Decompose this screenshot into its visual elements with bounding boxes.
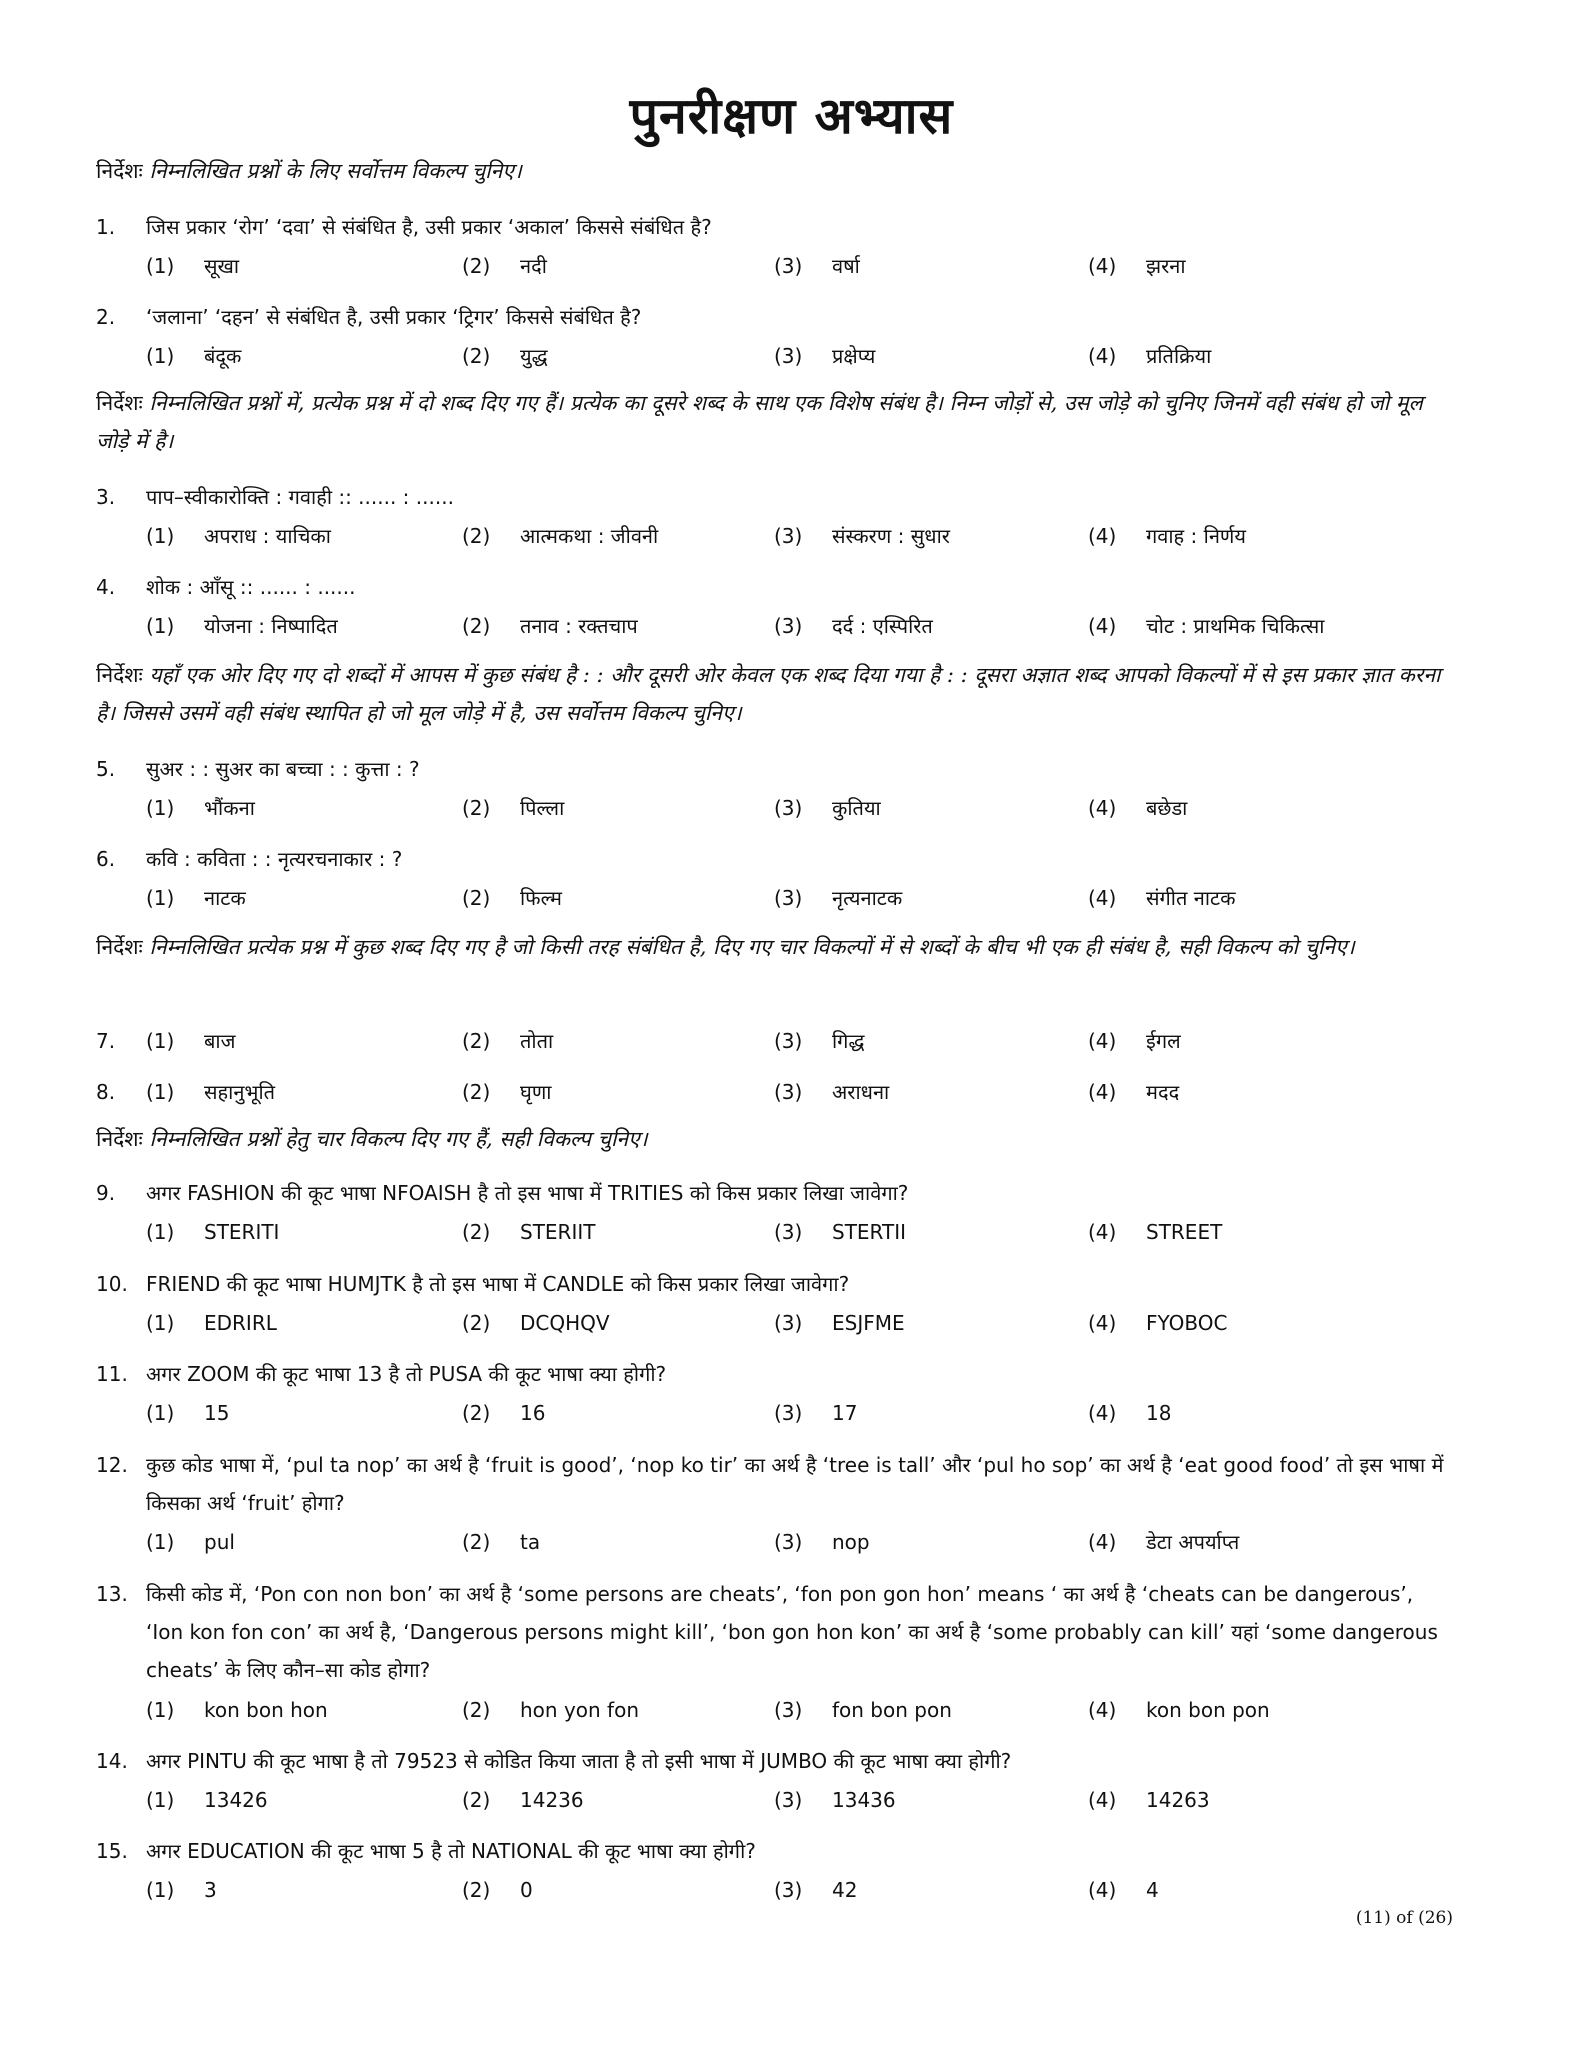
question-1-options <box>0 248 1583 284</box>
option-text: बंदूक <box>204 344 242 368</box>
question-5-options <box>0 790 1583 826</box>
option-number: (2) <box>462 1878 491 1902</box>
option-number: (4) <box>1088 1080 1117 1104</box>
option-number: (4) <box>1088 524 1117 548</box>
option-number: (3) <box>774 796 803 820</box>
option-text: ईगल <box>1146 1029 1181 1053</box>
option-text: 3 <box>204 1878 217 1902</box>
direction-lead: निर्देशः <box>96 1127 143 1151</box>
option-text: सूखा <box>204 254 240 278</box>
option-text: नाटक <box>204 886 246 910</box>
question-number: 15. <box>96 1839 128 1863</box>
option-3 <box>774 1305 905 1341</box>
option-number: (4) <box>1088 796 1117 820</box>
question-text: जिस प्रकार ‘रोग’ ‘दवा’ से संबंधित है, उसी प्रकार ‘अकाल’ किससे संबंधित है? <box>146 215 712 239</box>
option-4 <box>1088 518 1246 554</box>
option-3 <box>774 1395 857 1431</box>
option-number: (1) <box>146 886 175 910</box>
option-number: (2) <box>462 524 491 548</box>
option-number: (4) <box>1088 344 1117 368</box>
option-text: बाज <box>204 1029 236 1053</box>
direction-text: निम्नलिखित प्रत्येक प्रश्न में कुछ शब्द दिए गए है जो किसी तरह संबंधित है, दिए गए चार विकल्पों में से शब्दों के बीच भी एक ही संबंध है, सही विकल्प को चुनिए। <box>149 935 1355 959</box>
option-number: (3) <box>774 886 803 910</box>
option-number: (2) <box>462 796 491 820</box>
option-text: STERITI <box>204 1220 280 1244</box>
option-number: (2) <box>462 1698 491 1722</box>
option-text: 14236 <box>520 1788 584 1812</box>
option-number: (2) <box>462 1220 491 1244</box>
option-3 <box>774 1782 896 1818</box>
direction-text: निम्नलिखित प्रश्नों में, प्रत्येक प्रश्न में दो शब्द दिए गए हैं। प्रत्येक का दूसरे शब्द के साथ एक विशेष संबंध है। निम्न जोड़ों से, उस जोड़े को चुनिए जिनमें वही संबंध हो जो मूल जोड़े में है। <box>96 391 1423 453</box>
option-3 <box>774 790 881 826</box>
option-number: (2) <box>462 344 491 368</box>
question-4-options <box>0 608 1583 644</box>
option-text: FYOBOC <box>1146 1311 1228 1335</box>
option-3 <box>774 518 950 554</box>
option-text: प्रक्षेप्य <box>832 344 876 368</box>
option-number: (2) <box>462 1788 491 1812</box>
question-2-options <box>0 338 1583 374</box>
option-number: (1) <box>146 1311 175 1335</box>
option-number: (3) <box>774 1878 803 1902</box>
question-8-options <box>0 1074 1583 1110</box>
option-number: (4) <box>1088 1698 1117 1722</box>
option-number: (3) <box>774 1080 803 1104</box>
option-text: तनाव : रक्तचाप <box>520 614 638 638</box>
option-text: फिल्म <box>520 886 562 910</box>
option-text: कुतिया <box>832 796 881 820</box>
option-number: (2) <box>462 1029 491 1053</box>
option-number: (3) <box>774 1788 803 1812</box>
option-text: वर्षा <box>832 254 860 278</box>
option-number: (3) <box>774 524 803 548</box>
option-3 <box>774 1692 952 1728</box>
option-text: 13426 <box>204 1788 268 1812</box>
question-text: शोक : आँसू :: ...... : ...... <box>146 575 356 599</box>
option-text: अपराध : याचिका <box>204 524 331 548</box>
question-number: 13. <box>96 1582 128 1606</box>
option-text: kon bon pon <box>1146 1698 1270 1722</box>
option-text: EDRIRL <box>204 1311 277 1335</box>
question-number: 5. <box>96 757 116 781</box>
option-number: (4) <box>1088 254 1117 278</box>
question-text: अगर EDUCATION की कूट भाषा 5 है तो NATIONAL की कूट भाषा क्या होगी? <box>146 1839 756 1863</box>
option-number: (3) <box>774 1311 803 1335</box>
option-text: STERTII <box>832 1220 907 1244</box>
option-text: बछेडा <box>1146 796 1188 820</box>
option-number: (2) <box>462 1401 491 1425</box>
option-text: pul <box>204 1530 235 1554</box>
option-4 <box>1088 608 1324 644</box>
option-4 <box>1088 1023 1181 1059</box>
question-10-options <box>0 1305 1583 1341</box>
question-number: 1. <box>96 215 116 239</box>
option-text: चोट : प्राथमिक चिकित्सा <box>1146 614 1325 638</box>
option-number: (4) <box>1088 886 1117 910</box>
direction-text: निम्नलिखित प्रश्नों के लिए सर्वोत्तम विकल्प चुनिए। <box>149 159 522 183</box>
option-2 <box>462 1023 553 1059</box>
question-6-options <box>0 880 1583 916</box>
option-number: (3) <box>774 1029 803 1053</box>
option-number: (3) <box>774 614 803 638</box>
option-text: 18 <box>1146 1401 1172 1425</box>
option-number: (1) <box>146 344 175 368</box>
option-text: nop <box>832 1530 870 1554</box>
option-1 <box>146 1524 235 1560</box>
option-2 <box>462 880 562 916</box>
option-text: भौंकना <box>204 796 255 820</box>
option-text: STREET <box>1146 1220 1223 1244</box>
option-text: डेटा अपर्याप्त <box>1146 1530 1240 1554</box>
option-text: पिल्ला <box>520 796 565 820</box>
option-4 <box>1088 1305 1227 1341</box>
option-1 <box>146 248 239 284</box>
option-text: 0 <box>520 1878 533 1902</box>
option-number: (4) <box>1088 1530 1117 1554</box>
option-2 <box>462 790 564 826</box>
direction-5 <box>96 1120 1456 1158</box>
option-4 <box>1088 1692 1270 1728</box>
direction-text: यहाँ एक ओर दिए गए दो शब्दों में आपस में कुछ संबंध है : : और दूसरी ओर केवल एक शब्द दिया गया है : : दूसरा अज्ञात शब्द आपको विकल्पों में से इस प्रकार ज्ञात करना है। जिससे उसमें वही संबंध स्थापित हो जो मूल जोड़े में है, उस सर्वोत्तम विकल्प चुनिए। <box>96 663 1441 725</box>
option-number: (1) <box>146 1401 175 1425</box>
option-2 <box>462 338 548 374</box>
option-number: (2) <box>462 886 491 910</box>
option-2 <box>462 518 658 554</box>
option-1 <box>146 790 255 826</box>
option-number: (3) <box>774 1698 803 1722</box>
direction-4 <box>96 928 1456 966</box>
question-text: कवि : कविता : : नृत्यरचनाकार : ? <box>146 847 403 871</box>
option-text: 42 <box>832 1878 858 1902</box>
option-2 <box>462 1872 533 1908</box>
option-2 <box>462 1395 545 1431</box>
question-12-options <box>0 1524 1583 1560</box>
question-number: 14. <box>96 1749 128 1773</box>
option-4 <box>1088 880 1235 916</box>
question-14-options <box>0 1782 1583 1818</box>
option-3 <box>774 1524 870 1560</box>
option-number: (3) <box>774 344 803 368</box>
option-text: संगीत नाटक <box>1146 886 1236 910</box>
option-number: (1) <box>146 796 175 820</box>
page-title: पुनरीक्षण अभ्यास <box>629 86 954 145</box>
question-text: अगर PINTU की कूट भाषा है तो 79523 से कोडित किया जाता है तो इसी भाषा में JUMBO की कूट भाषा क्या होगी? <box>146 1749 1012 1773</box>
option-text: गवाह : निर्णय <box>1146 524 1246 548</box>
option-3 <box>774 1214 906 1250</box>
option-text: 17 <box>832 1401 858 1425</box>
question-text: अगर FASHION की कूट भाषा NFOAISH है तो इस भाषा में TRITIES को किस प्रकार लिखा जावेगा? <box>146 1181 909 1205</box>
option-4 <box>1088 1395 1171 1431</box>
question-text: FRIEND की कूट भाषा HUMJTK है तो इस भाषा में CANDLE को किस प्रकार लिखा जावेगा? <box>146 1272 850 1296</box>
option-4 <box>1088 1782 1210 1818</box>
option-3 <box>774 1074 889 1110</box>
option-text: hon yon fon <box>520 1698 640 1722</box>
option-number: (2) <box>462 1530 491 1554</box>
option-3 <box>774 248 860 284</box>
option-3 <box>774 880 902 916</box>
option-3 <box>774 1023 864 1059</box>
option-3 <box>774 608 933 644</box>
option-number: (1) <box>146 1080 175 1104</box>
option-text: संस्करण : सुधार <box>832 524 950 548</box>
option-text: अराधना <box>832 1080 890 1104</box>
option-number: (4) <box>1088 1401 1117 1425</box>
option-text: STERIIT <box>520 1220 596 1244</box>
option-4 <box>1088 1524 1239 1560</box>
option-1 <box>146 338 241 374</box>
option-text: घृणा <box>520 1080 552 1104</box>
option-number: (4) <box>1088 1878 1117 1902</box>
question-7-options <box>0 1023 1583 1059</box>
option-2 <box>462 608 638 644</box>
option-text: ta <box>520 1530 541 1554</box>
option-number: (1) <box>146 1878 175 1902</box>
option-text: युद्ध <box>520 344 548 368</box>
option-1 <box>146 518 331 554</box>
option-number: (4) <box>1088 1029 1117 1053</box>
question-number: 8. <box>96 1080 116 1104</box>
option-4 <box>1088 1074 1179 1110</box>
question-9-options <box>0 1214 1583 1250</box>
question-number: 4. <box>96 575 116 599</box>
option-text: DCQHQV <box>520 1311 610 1335</box>
option-number: (3) <box>774 1401 803 1425</box>
option-text: नृत्यनाटक <box>832 886 903 910</box>
option-number: (1) <box>146 254 175 278</box>
option-number: (3) <box>774 254 803 278</box>
option-text: आत्मकथा : जीवनी <box>520 524 659 548</box>
direction-1 <box>96 152 1456 190</box>
option-1 <box>146 1023 235 1059</box>
option-number: (2) <box>462 1080 491 1104</box>
question-number: 7. <box>96 1029 116 1053</box>
option-3 <box>774 1872 857 1908</box>
option-1 <box>146 1872 217 1908</box>
option-text: योजना : निष्पादित <box>204 614 338 638</box>
option-4 <box>1088 248 1186 284</box>
option-1 <box>146 1692 328 1728</box>
direction-text: निम्नलिखित प्रश्नों हेतु चार विकल्प दिए गए हैं, सही विकल्प चुनिए। <box>149 1127 648 1151</box>
option-2 <box>462 1305 610 1341</box>
option-text: सहानुभूति <box>204 1080 276 1104</box>
option-text: kon bon hon <box>204 1698 328 1722</box>
option-2 <box>462 1782 584 1818</box>
option-2 <box>462 1524 540 1560</box>
question-number: 3. <box>96 485 116 509</box>
option-4 <box>1088 338 1211 374</box>
option-1 <box>146 880 246 916</box>
option-text: 14263 <box>1146 1788 1210 1812</box>
option-number: (1) <box>146 524 175 548</box>
direction-lead: निर्देशः <box>96 159 143 183</box>
option-text: 15 <box>204 1401 230 1425</box>
option-1 <box>146 1214 279 1250</box>
option-1 <box>146 1074 275 1110</box>
option-2 <box>462 1214 595 1250</box>
option-text: नदी <box>520 254 547 278</box>
question-text: अगर ZOOM की कूट भाषा 13 है तो PUSA की कूट भाषा क्या होगी? <box>146 1362 667 1386</box>
direction-lead: निर्देशः <box>96 935 143 959</box>
option-number: (2) <box>462 614 491 638</box>
option-text: झरना <box>1146 254 1186 278</box>
option-3 <box>774 338 875 374</box>
direction-2 <box>96 384 1456 460</box>
option-1 <box>146 1782 268 1818</box>
question-15-options <box>0 1872 1583 1908</box>
option-number: (4) <box>1088 1220 1117 1244</box>
direction-3 <box>96 656 1456 732</box>
direction-lead: निर्देशः <box>96 391 143 415</box>
option-number: (4) <box>1088 1311 1117 1335</box>
question-number: 10. <box>96 1272 128 1296</box>
question-11-options <box>0 1395 1583 1431</box>
question-number: 9. <box>96 1181 116 1205</box>
question-number: 11. <box>96 1362 128 1386</box>
option-text: प्रतिक्रिया <box>1146 344 1212 368</box>
question-number: 6. <box>96 847 116 871</box>
question-text: ‘जलाना’ ‘दहन’ से संबंधित है, उसी प्रकार ‘ट्रिगर’ किससे संबंधित है? <box>146 305 642 329</box>
question-text: सुअर : : सुअर का बच्चा : : कुत्ता : ? <box>146 757 420 781</box>
option-text: दर्द : एस्पिरित <box>832 614 933 638</box>
option-text: ESJFME <box>832 1311 905 1335</box>
question-number: 2. <box>96 305 116 329</box>
option-number: (3) <box>774 1530 803 1554</box>
option-number: (4) <box>1088 614 1117 638</box>
question-text: किसी कोड में, ‘Pon con non bon’ का अर्थ है ‘some persons are cheats’, ‘fon pon gon hon’ means ‘ का अर्थ है ‘cheats can be dangerous’, ‘Ion kon fon con’ का अर्थ है, ‘Dangerous persons might kill’, ‘bon gon hon kon’ का अर्थ है ‘some probably can kill’ यहां ‘some dangerous cheats’ के लिए कौन–सा कोड होगा? <box>146 1582 1438 1682</box>
page-number: (11) of (26) <box>1355 1908 1453 1928</box>
option-1 <box>146 608 338 644</box>
option-number: (1) <box>146 1698 175 1722</box>
option-number: (4) <box>1088 1788 1117 1812</box>
option-2 <box>462 1074 551 1110</box>
option-text: 4 <box>1146 1878 1159 1902</box>
option-text: तोता <box>520 1029 554 1053</box>
question-3-options <box>0 518 1583 554</box>
option-text: fon bon pon <box>832 1698 952 1722</box>
option-number: (1) <box>146 1029 175 1053</box>
option-number: (2) <box>462 254 491 278</box>
option-2 <box>462 1692 639 1728</box>
option-1 <box>146 1395 229 1431</box>
option-4 <box>1088 1872 1159 1908</box>
option-number: (2) <box>462 1311 491 1335</box>
question-13-options <box>0 1692 1583 1728</box>
option-4 <box>1088 1214 1222 1250</box>
option-text: गिद्ध <box>832 1029 865 1053</box>
option-text: मदद <box>1146 1080 1180 1104</box>
option-4 <box>1088 790 1187 826</box>
question-text: पाप–स्वीकारोक्ति : गवाही :: ...... : ...... <box>146 485 454 509</box>
option-number: (3) <box>774 1220 803 1244</box>
question-number: 12. <box>96 1453 128 1477</box>
option-number: (1) <box>146 1220 175 1244</box>
option-text: 13436 <box>832 1788 896 1812</box>
option-1 <box>146 1305 277 1341</box>
direction-lead: निर्देशः <box>96 663 143 687</box>
option-number: (1) <box>146 1788 175 1812</box>
option-2 <box>462 248 547 284</box>
question-text: कुछ कोड भाषा में, ‘pul ta nop’ का अर्थ है ‘fruit is good’, ‘nop ko tir’ का अर्थ है ‘tree is tall’ और ‘pul ho sop’ का अर्थ है ‘eat good food’ तो इस भाषा में किसका अर्थ ‘fruit’ होगा? <box>146 1453 1444 1515</box>
option-number: (1) <box>146 614 175 638</box>
option-number: (1) <box>146 1530 175 1554</box>
option-text: 16 <box>520 1401 546 1425</box>
